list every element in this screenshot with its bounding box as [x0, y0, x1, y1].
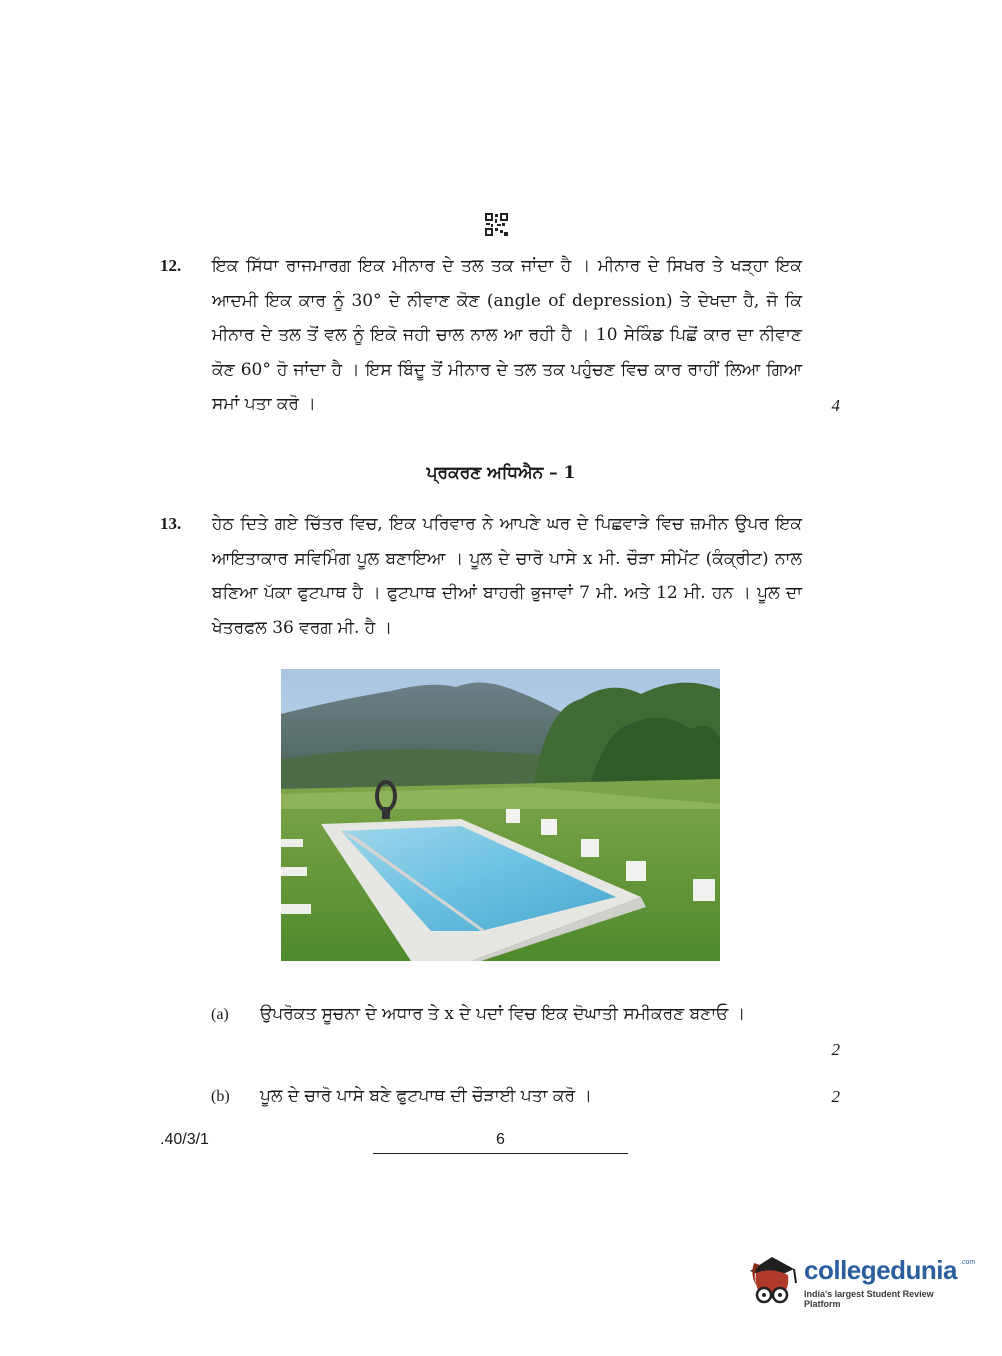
qr-code-icon [485, 213, 508, 236]
part-b-label: (b) [211, 1088, 230, 1105]
part-a-marks: 2 [831, 1040, 840, 1059]
page-number: 6 [496, 1131, 505, 1148]
section-title: ਪ੍ਰਕਰਣ ਅਧਿਐਨ – 1 [426, 463, 576, 483]
question-12-number: 12. [160, 256, 182, 275]
part-b-marks: 2 [831, 1087, 840, 1106]
question-12-text: ਇਕ ਸਿੱਧਾ ਰਾਜਮਾਰਗ ਇਕ ਮੀਨਾਰ ਦੇ ਤਲ ਤਕ ਜਾਂਦਾ ਹੈ । ਮੀਨਾਰ ਦੇ ਸਿਖਰ ਤੇ ਖੜ੍ਹਾ ਇਕ ਆਦਮੀ ਇਕ ਕਾਰ ਨੂੰ 30° ਦੇ ਨੀਵਾਣ ਕੋਣ (angle of depression) ਤੇ ਦੇਖਦਾ ਹੈ, ਜੋ ਕਿ ਮੀਨਾਰ ਦੇ ਤਲ ਤੋਂ ਵਲ ਨੂੰ ਇਕੋ ਜਹੀ ਚਾਲ ਨਾਲ ਆ ਰਹੀ ਹੈ । 10 ਸੇਕਿੰਡ ਪਿਛੋਂ ਕਾਰ ਦਾ ਨੀਵਾਣ ਕੋਣ 60° ਹੋ ਜਾਂਦਾ ਹੈ । ਇਸ ਬਿੰਦੂ ਤੋਂ ਮੀਨਾਰ ਦੇ ਤਲ ਤਕ ਪਹੁੰਚਣ ਵਿਚ ਕਾਰ ਰਾਹੀਂ ਲਿਆ ਗਿਆ ਸਮਾਂ ਪਤਾ ਕਰੋ । [212, 256, 802, 414]
part-b-text: ਪੂਲ ਦੇ ਚਾਰੋ ਪਾਸੇ ਬਣੇ ਫੁਟਪਾਥ ਦੀ ਚੌੜਾਈ ਪਤਾ ਕਰੋ । [260, 1086, 592, 1106]
question-13-text: ਹੇਠ ਦਿਤੇ ਗਏ ਚਿੱਤਰ ਵਿਚ, ਇਕ ਪਰਿਵਾਰ ਨੇ ਆਪਣੇ ਘਰ ਦੇ ਪਿਛਵਾੜੇ ਵਿਚ ਜ਼ਮੀਨ ਉਪਰ ਇਕ ਆਇਤਾਕਾਰ ਸਵਿਮਿੰਗ ਪੂਲ ਬਣਾਇਆ । ਪੂਲ ਦੇ ਚਾਰੋ ਪਾਸੇ x ਮੀ. ਚੌੜਾ ਸੀਮੇਂਟ (ਕੰਕ੍ਰੀਟ) ਨਾਲ ਬਣਿਆ ਪੱਕਾ ਫੁਟਪਾਥ ਹੈ । ਫੁਟਪਾਥ ਦੀਆਂ ਬਾਹਰੀ ਭੁਜਾਵਾਂ 7 ਮੀ. ਅਤੇ 12 ਮੀ. ਹਨ । ਪੂਲ ਦਾ ਖੇਤਰਫਲ 36 ਵਰਗ ਮੀ. ਹੈ । [212, 514, 802, 638]
part-a-label: (a) [211, 1006, 229, 1023]
logo-tagline: India's largest Student Review Platform [804, 1289, 934, 1309]
mascot-icon [742, 1249, 802, 1311]
swimming-pool-photo [281, 669, 720, 961]
question-12-marks: 4 [831, 396, 840, 415]
logo-name: collegedunia [804, 1255, 957, 1285]
part-a-text: ਉਪਰੋਕਤ ਸੂਚਨਾ ਦੇ ਅਧਾਰ ਤੇ x ਦੇ ਪਦਾਂ ਵਿਚ ਇਕ ਦੋਘਾਤੀ ਸਮੀਕਰਣ ਬਣਾਓ । [260, 1004, 746, 1024]
logo-suffix: .com [960, 1259, 976, 1266]
collegedunia-logo [742, 1247, 976, 1317]
footer-rule [373, 1153, 628, 1154]
question-13-number: 13. [160, 514, 182, 533]
paper-code: .40/3/1 [160, 1131, 209, 1148]
